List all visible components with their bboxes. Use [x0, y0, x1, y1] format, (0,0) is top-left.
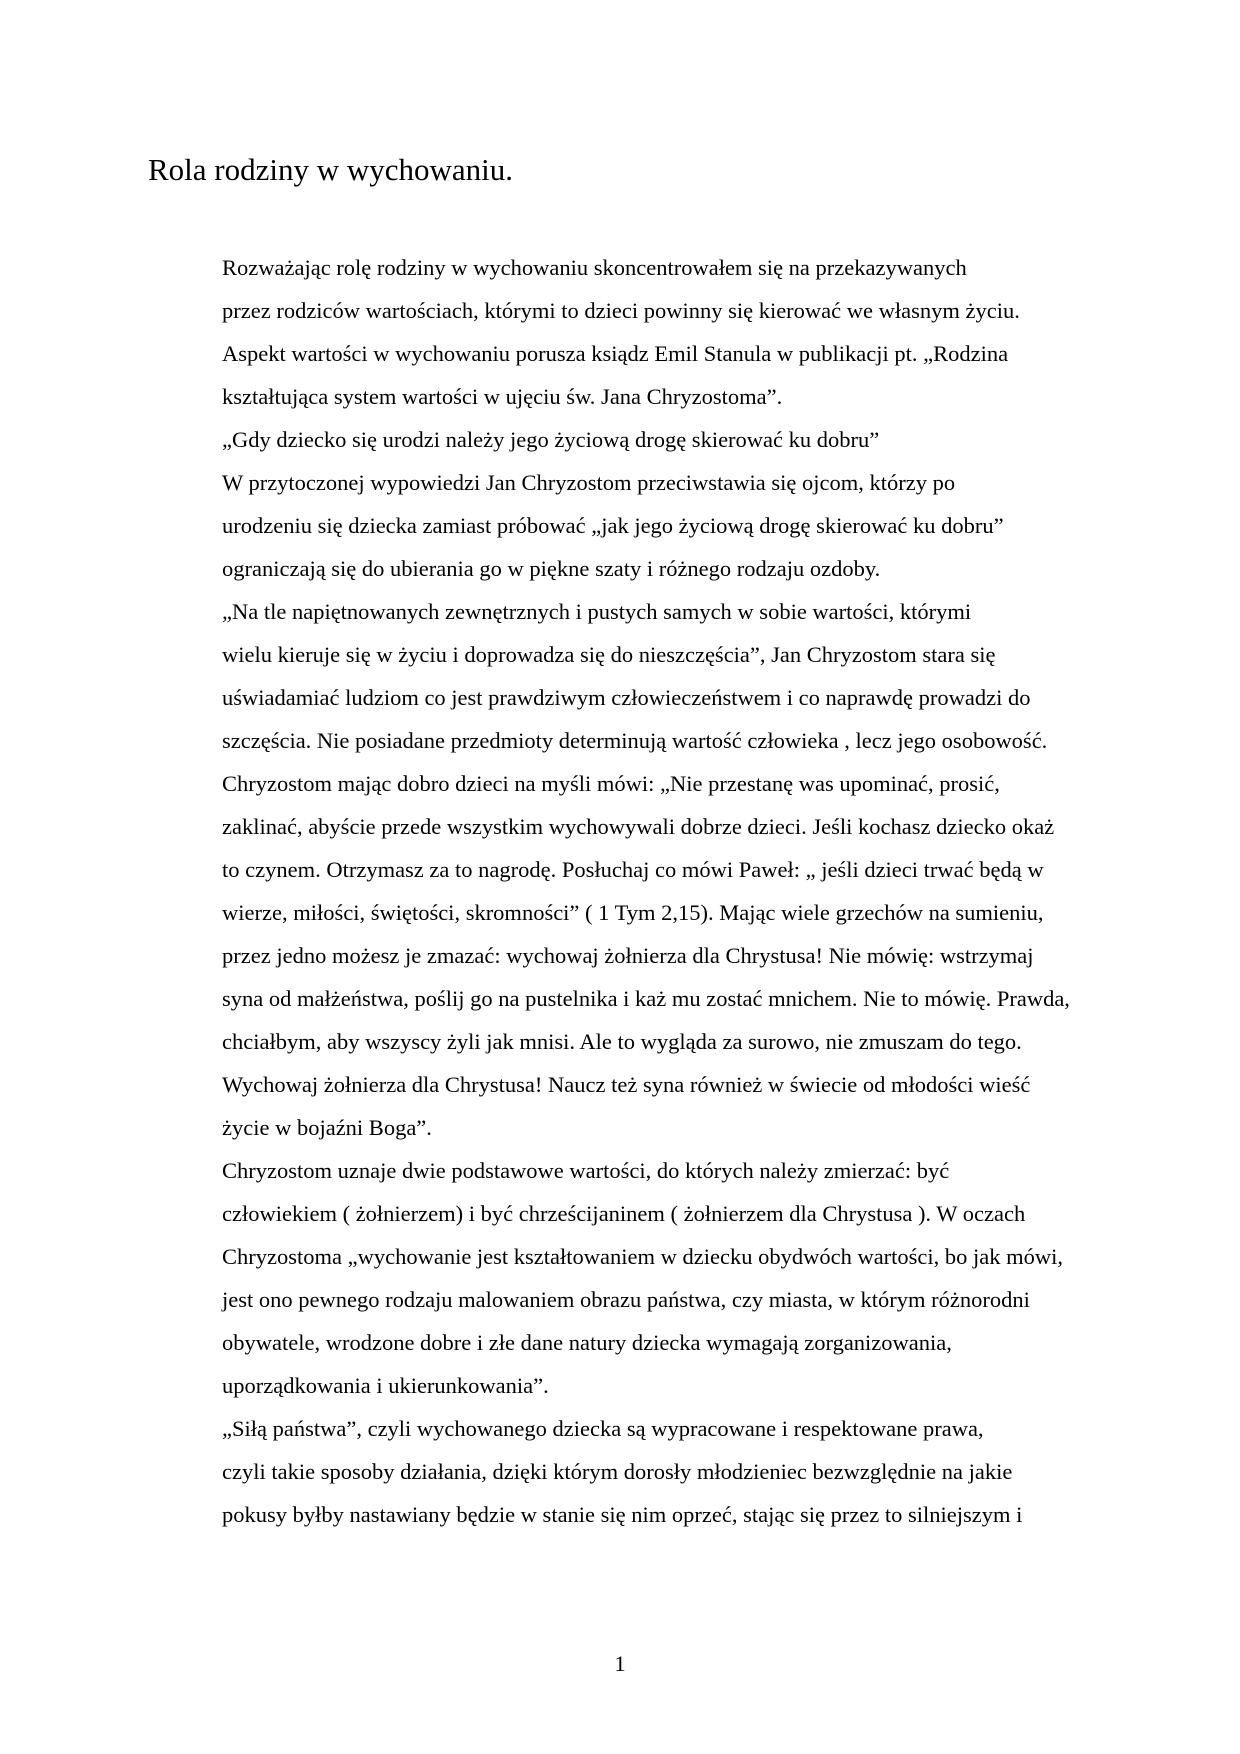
text-line: czyli takie sposoby działania, dzięki którym dorosły młodzieniec bezwzględnie na jakie — [222, 1459, 1013, 1484]
text-line: zaklinać, abyście przede wszystkim wychowywali dobrze dzieci. Jeśli kochasz dziecko okaż — [222, 814, 1055, 839]
paragraph — [148, 461, 1098, 590]
paragraph — [148, 590, 1098, 1149]
text-line: człowiekiem ( żołnierzem) i być chrześcijaninem ( żołnierzem dla Chrystusa ). W oczach — [222, 1201, 1026, 1226]
text-line: chciałbym, aby wszyscy żyli jak mnisi. Ale to wygląda za surowo, nie zmuszam do tego. — [222, 1029, 1022, 1054]
text-line: „Na tle napiętnowanych zewnętrznych i pustych samych w sobie wartości, którymi — [222, 599, 972, 624]
text-line: Chryzostoma „wychowanie jest kształtowaniem w dziecku obydwóch wartości, bo jak mówi, — [222, 1244, 1064, 1269]
text-line: jest ono pewnego rodzaju malowaniem obrazu państwa, czy miasta, w którym różnorodni — [222, 1287, 1030, 1312]
text-line: uporządkowania i ukierunkowania”. — [222, 1373, 549, 1398]
text-line: to czynem. Otrzymasz za to nagrodę. Posłuchaj co mówi Paweł: „ jeśli dzieci trwać będą w — [222, 857, 1044, 882]
text-line: przez rodziców wartościach, którymi to dzieci powinny się kierować we własnym życiu. — [222, 298, 1020, 323]
document-body — [148, 246, 1098, 1536]
text-line: przez jedno możesz je zmazać: wychowaj żołnierza dla Chrystusa! Nie mówię: wstrzymaj — [222, 943, 1034, 968]
text-line: „Siłą państwa”, czyli wychowanego dziecka są wypracowane i respektowane prawa, — [222, 1416, 984, 1441]
text-line: W przytoczonej wypowiedzi Jan Chryzostom przeciwstawia się ojcom, którzy po — [222, 470, 956, 495]
text-line: ograniczają się do ubierania go w piękne szaty i różnego rodzaju ozdoby. — [222, 556, 881, 581]
text-line: wierze, miłości, świętości, skromności” ( 1 Tym 2,15). Mając wiele grzechów na sumieniu, — [222, 900, 1044, 925]
text-line: obywatele, wrodzone dobre i złe dane natury dziecka wymagają zorganizowania, — [222, 1330, 952, 1355]
paragraph — [148, 246, 1098, 418]
document-title: Rola rodziny w wychowaniu. — [148, 152, 514, 187]
text-line: „Gdy dziecko się urodzi należy jego życiową drogę skierować ku dobru” — [222, 427, 880, 452]
text-line: Wychowaj żołnierza dla Chrystusa! Naucz też syna również w świecie od młodości wieść — [222, 1072, 1031, 1097]
text-line: życie w bojaźni Boga”. — [222, 1115, 432, 1140]
paragraph — [148, 1407, 1098, 1536]
text-line: Chryzostom mając dobro dzieci na myśli mówi: „Nie przestanę was upominać, prosić, — [222, 771, 1000, 796]
text-line: syna od małżeństwa, poślij go na pustelnika i każ mu zostać mnichem. Nie to mówię. Prawda, — [222, 986, 1070, 1011]
text-line: uświadamiać ludziom co jest prawdziwym człowieczeństwem i co naprawdę prowadzi do — [222, 685, 1031, 710]
paragraph — [148, 1149, 1098, 1407]
text-line: urodzeniu się dziecka zamiast próbować „jak jego życiową drogę skierować ku dobru” — [222, 513, 1004, 538]
text-line: Rozważając rolę rodziny w wychowaniu skoncentrowałem się na przekazywanych — [222, 255, 967, 280]
text-line: Aspekt wartości w wychowaniu porusza ksiądz Emil Stanula w publikacji pt. „Rodzina — [222, 341, 1009, 366]
text-line: pokusy byłby nastawiany będzie w stanie się nim oprzeć, stając się przez to silniejszym i — [222, 1502, 1023, 1527]
text-line: wielu kieruje się w życiu i doprowadza się do nieszczęścia”, Jan Chryzostom stara się — [222, 642, 996, 667]
text-line: szczęścia. Nie posiadane przedmioty determinują wartość człowieka , lecz jego osobowość. — [222, 728, 1048, 753]
text-line: Chryzostom uznaje dwie podstawowe wartości, do których należy zmierzać: być — [222, 1158, 950, 1183]
paragraph — [148, 418, 1098, 461]
page-number: 1 — [614, 1651, 626, 1676]
text-line: kształtująca system wartości w ujęciu św. Jana Chryzostoma”. — [222, 384, 783, 409]
